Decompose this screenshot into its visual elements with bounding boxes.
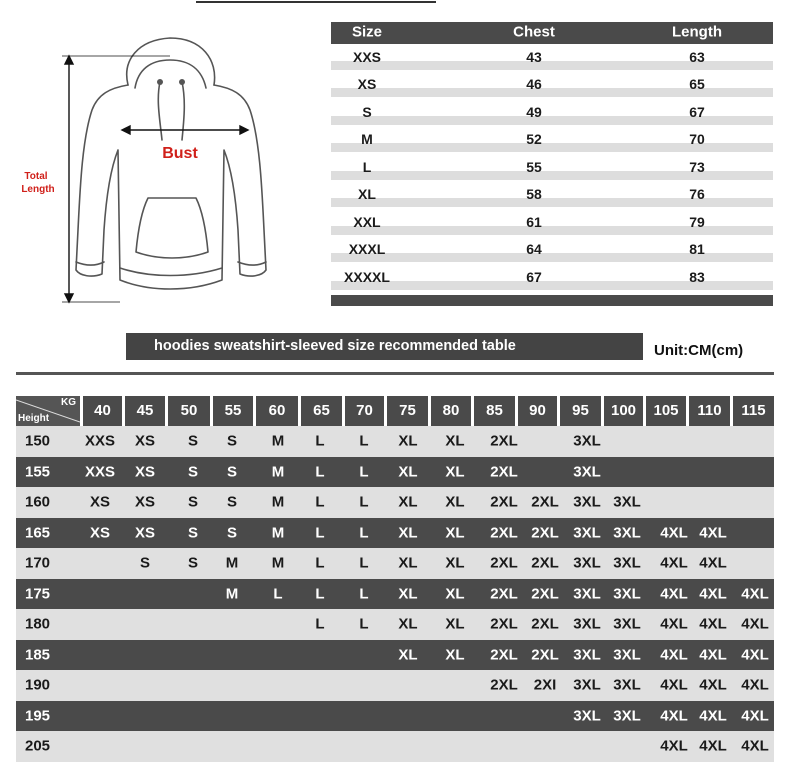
size-recommend-cell: L — [315, 463, 325, 481]
size-recommend-cell: 2XI — [533, 676, 557, 694]
height-cell: 155 — [25, 463, 51, 481]
chest-cell: 49 — [526, 103, 542, 120]
size-recommend-cell: XL — [445, 524, 465, 542]
hoodie-diagram — [10, 30, 320, 315]
weight-header-cell: 55 — [213, 396, 253, 426]
size-recommend-cell: L — [273, 585, 283, 603]
chest-cell: 64 — [526, 241, 542, 258]
length-cell: 67 — [689, 103, 705, 120]
size-cell: L — [362, 158, 372, 175]
size-recommend-cell: XL — [398, 493, 418, 511]
size-recommend-cell: L — [359, 585, 369, 603]
length-cell: 63 — [689, 48, 705, 65]
size-recommend-cell: 2XL — [531, 524, 559, 542]
size-chart — [331, 22, 773, 306]
size-recommend-cell: L — [315, 524, 325, 542]
size-recommend-cell: L — [359, 615, 369, 633]
size-recommend-cell: S — [226, 463, 238, 481]
recommend-row — [16, 670, 774, 701]
height-cell: 165 — [25, 524, 51, 542]
size-recommend-cell: 2XL — [531, 646, 559, 664]
pocket-outline — [136, 198, 208, 258]
size-recommend-cell: 2XL — [531, 615, 559, 633]
size-recommend-cell: 4XL — [741, 615, 769, 633]
size-recommend-cell: M — [271, 524, 285, 542]
size-recommend-cell: L — [359, 554, 369, 572]
size-recommend-cell: 3XL — [573, 432, 601, 450]
height-cell: 185 — [25, 646, 51, 664]
row-band — [331, 198, 773, 207]
size-recommend-cell: 4XL — [660, 524, 688, 542]
size-recommend-cell: 4XL — [699, 646, 727, 664]
size-recommend-cell: 4XL — [660, 646, 688, 664]
size-recommend-cell: 4XL — [741, 707, 769, 725]
size-recommend-cell: XS — [89, 524, 111, 542]
size-recommend-cell: 2XL — [490, 463, 518, 481]
size-recommend-cell: 3XL — [573, 646, 601, 664]
chest-header: Chest — [513, 23, 555, 41]
size-recommend-cell: S — [226, 493, 238, 511]
weight-header-cell: 40 — [83, 396, 122, 426]
size-recommend-cell: 4XL — [699, 615, 727, 633]
weight-header-cell: 50 — [168, 396, 210, 426]
weight-header-cell: 65 — [301, 396, 342, 426]
size-recommend-cell: 2XL — [490, 493, 518, 511]
length-cell: 83 — [689, 268, 705, 285]
size-recommend-cell: 4XL — [699, 707, 727, 725]
size-recommend-cell: XXS — [84, 432, 116, 450]
size-recommend-cell: XL — [398, 615, 418, 633]
size-recommend-cell: L — [315, 554, 325, 572]
size-recommend-cell: 3XL — [573, 585, 601, 603]
corner-height: Height — [18, 413, 50, 424]
size-recommend-cell: 4XL — [699, 585, 727, 603]
size-recommend-cell: 4XL — [699, 554, 727, 572]
length-cell: 79 — [689, 213, 705, 230]
size-cell: XXXL — [348, 241, 386, 258]
height-cell: 195 — [25, 707, 51, 725]
recommend-row — [16, 518, 774, 549]
size-cell: XS — [357, 76, 377, 93]
row-band — [331, 88, 773, 97]
size-recommend-cell: XL — [398, 646, 418, 664]
chest-cell: 46 — [526, 76, 542, 93]
size-recommend-cell: 3XL — [573, 707, 601, 725]
recommend-row — [16, 487, 774, 518]
weight-header-cell: 90 — [518, 396, 557, 426]
size-recommend-cell: 4XL — [660, 737, 688, 755]
size-recommend-cell: L — [315, 432, 325, 450]
row-band — [331, 281, 773, 290]
total-length-label-1: Total — [24, 171, 48, 182]
length-cell: 76 — [689, 186, 705, 203]
size-recommend-cell: XL — [398, 432, 418, 450]
height-cell: 180 — [25, 615, 51, 633]
size-recommend-cell: XL — [398, 463, 418, 481]
size-recommend-cell: L — [359, 493, 369, 511]
recommend-title: hoodies sweatshirt-sleeved size recommended table — [154, 338, 516, 354]
size-recommend-cell: S — [187, 524, 199, 542]
size-recommend-cell: 3XL — [613, 646, 641, 664]
size-recommend-cell: 3XL — [613, 615, 641, 633]
weight-header-cell: 95 — [560, 396, 601, 426]
height-cell: 160 — [25, 493, 51, 511]
size-recommend-cell: 4XL — [741, 646, 769, 664]
weight-header-cell: 60 — [256, 396, 298, 426]
bust-label: Bust — [162, 145, 198, 162]
recommend-row — [16, 640, 774, 671]
recommend-row — [16, 701, 774, 732]
size-recommend-cell: 2XL — [490, 646, 518, 664]
size-recommend-cell: 4XL — [699, 676, 727, 694]
size-recommend-cell: M — [271, 493, 285, 511]
size-recommend-cell: S — [226, 524, 238, 542]
size-recommend-cell: XS — [89, 493, 111, 511]
length-cell: 70 — [689, 131, 705, 148]
size-recommend-cell: XL — [445, 615, 465, 633]
row-band — [331, 143, 773, 152]
height-cell: 170 — [25, 554, 51, 572]
size-recommend-cell: 4XL — [699, 524, 727, 542]
size-recommend-cell: 4XL — [660, 585, 688, 603]
size-recommend-cell: XL — [398, 554, 418, 572]
weight-header-cell: 75 — [387, 396, 428, 426]
height-cell: 150 — [25, 432, 51, 450]
hood-outline — [127, 38, 215, 85]
size-chart-row — [331, 209, 773, 237]
chest-cell: 43 — [526, 48, 542, 65]
size-recommend-cell: 2XL — [490, 615, 518, 633]
row-band — [331, 226, 773, 235]
size-recommend-cell: 3XL — [613, 676, 641, 694]
size-recommend-cell: XS — [134, 463, 156, 481]
size-recommend-cell: S — [187, 554, 199, 572]
size-recommend-cell: 2XL — [531, 493, 559, 511]
size-recommend-cell: XXS — [84, 463, 116, 481]
size-recommend-cell: 2XL — [531, 554, 559, 572]
size-cell: XXS — [352, 48, 382, 65]
size-recommend-cell: XL — [445, 493, 465, 511]
size-recommend-cell: 3XL — [573, 615, 601, 633]
size-recommend-cell: 4XL — [741, 737, 769, 755]
size-recommend-cell: 3XL — [613, 585, 641, 603]
size-chart-row — [331, 44, 773, 72]
size-recommend-cell: 2XL — [490, 585, 518, 603]
weight-header-cell: 110 — [689, 396, 730, 426]
size-recommend-cell: XL — [445, 432, 465, 450]
size-chart-row — [331, 127, 773, 155]
size-header: Size — [351, 23, 383, 41]
size-recommend-cell: L — [315, 585, 325, 603]
size-recommend-cell: L — [315, 615, 325, 633]
size-recommend-cell: XL — [445, 554, 465, 572]
height-cell: 175 — [25, 585, 51, 603]
corner-cell — [16, 396, 80, 426]
recommend-title-bar — [126, 333, 643, 360]
size-recommend-cell: XS — [134, 524, 156, 542]
weight-header-cell: 70 — [345, 396, 384, 426]
chest-cell: 67 — [526, 268, 542, 285]
length-cell: 73 — [689, 158, 705, 175]
height-cell: 190 — [25, 676, 51, 694]
size-recommend-cell: 3XL — [573, 493, 601, 511]
size-recommend-cell: M — [271, 432, 285, 450]
top-rule — [196, 1, 436, 3]
recommend-table — [16, 396, 774, 762]
weight-header-cell: 115 — [733, 396, 774, 426]
size-recommend-cell: XS — [134, 432, 156, 450]
size-recommend-cell: M — [271, 463, 285, 481]
row-band — [331, 116, 773, 125]
size-recommend-cell: S — [187, 493, 199, 511]
size-cell: S — [362, 103, 372, 120]
size-chart-row — [331, 154, 773, 182]
size-recommend-cell: S — [139, 554, 151, 572]
recommend-row — [16, 457, 774, 488]
weight-header-cell: 100 — [604, 396, 643, 426]
chest-cell: 52 — [526, 131, 542, 148]
size-recommend-cell: XL — [445, 463, 465, 481]
size-recommend-cell: 2XL — [490, 432, 518, 450]
size-recommend-cell: S — [187, 432, 199, 450]
size-cell: XXXXL — [344, 268, 390, 285]
weight-header-cell: 80 — [431, 396, 471, 426]
size-cell: XL — [358, 186, 376, 203]
size-chart-row — [331, 72, 773, 100]
height-cell: 205 — [25, 737, 51, 755]
weight-header-cell: 85 — [474, 396, 515, 426]
size-recommend-cell: 4XL — [699, 737, 727, 755]
size-recommend-cell: L — [359, 524, 369, 542]
recommend-row — [16, 731, 774, 762]
weight-header-cell: 45 — [125, 396, 165, 426]
total-length-label-2: Length — [21, 184, 55, 195]
size-recommend-cell: XS — [134, 493, 156, 511]
row-band — [331, 253, 773, 262]
chest-cell: 61 — [526, 213, 542, 230]
row-band — [331, 171, 773, 180]
recommend-row — [16, 548, 774, 579]
size-recommend-cell: 2XL — [490, 524, 518, 542]
recommend-row — [16, 426, 774, 457]
length-cell: 81 — [689, 241, 705, 258]
size-recommend-cell: XL — [445, 646, 465, 664]
size-recommend-cell: M — [225, 585, 239, 603]
size-recommend-cell: L — [359, 463, 369, 481]
size-recommend-cell: 3XL — [573, 463, 601, 481]
weight-header-cell: 105 — [646, 396, 686, 426]
chest-cell: 58 — [526, 186, 542, 203]
size-recommend-cell: 4XL — [660, 554, 688, 572]
size-recommend-cell: 3XL — [613, 707, 641, 725]
recommend-row — [16, 609, 774, 640]
size-recommend-cell: L — [359, 432, 369, 450]
size-recommend-cell: XL — [398, 524, 418, 542]
size-recommend-cell: S — [187, 463, 199, 481]
size-recommend-cell: XL — [445, 585, 465, 603]
size-recommend-cell: 4XL — [660, 707, 688, 725]
length-header: Length — [672, 23, 722, 41]
size-recommend-cell: 3XL — [573, 524, 601, 542]
row-band — [331, 61, 773, 70]
chest-cell: 55 — [526, 158, 542, 175]
corner-kg: KG — [61, 397, 76, 408]
size-recommend-cell: M — [271, 554, 285, 572]
size-chart-footer-bar — [331, 295, 773, 306]
size-recommend-cell: L — [315, 493, 325, 511]
recommend-row — [16, 579, 774, 610]
size-recommend-cell: 3XL — [613, 524, 641, 542]
size-recommend-cell: 2XL — [490, 554, 518, 572]
size-chart-row — [331, 264, 773, 292]
size-recommend-cell: 4XL — [741, 585, 769, 603]
size-recommend-cell: 3XL — [613, 493, 641, 511]
size-cell: XXL — [353, 213, 381, 230]
size-recommend-cell: 2XL — [531, 585, 559, 603]
size-recommend-cell: 4XL — [660, 615, 688, 633]
size-recommend-cell: 3XL — [573, 676, 601, 694]
length-cell: 65 — [689, 76, 705, 93]
size-chart-row — [331, 182, 773, 210]
size-recommend-cell: 4XL — [660, 676, 688, 694]
unit-label: Unit:CM(cm) — [654, 342, 744, 359]
size-chart-header — [331, 22, 773, 44]
size-recommend-cell: XL — [398, 585, 418, 603]
weight-header-row — [16, 396, 774, 426]
size-cell: M — [361, 131, 373, 148]
size-chart-row — [331, 237, 773, 265]
size-recommend-cell: M — [225, 554, 239, 572]
size-chart-row — [331, 99, 773, 127]
size-recommend-cell: 4XL — [741, 676, 769, 694]
size-recommend-cell: 3XL — [573, 554, 601, 572]
divider — [16, 372, 774, 375]
size-recommend-cell: 2XL — [490, 676, 518, 694]
size-recommend-cell: 3XL — [613, 554, 641, 572]
size-recommend-cell: S — [226, 432, 238, 450]
